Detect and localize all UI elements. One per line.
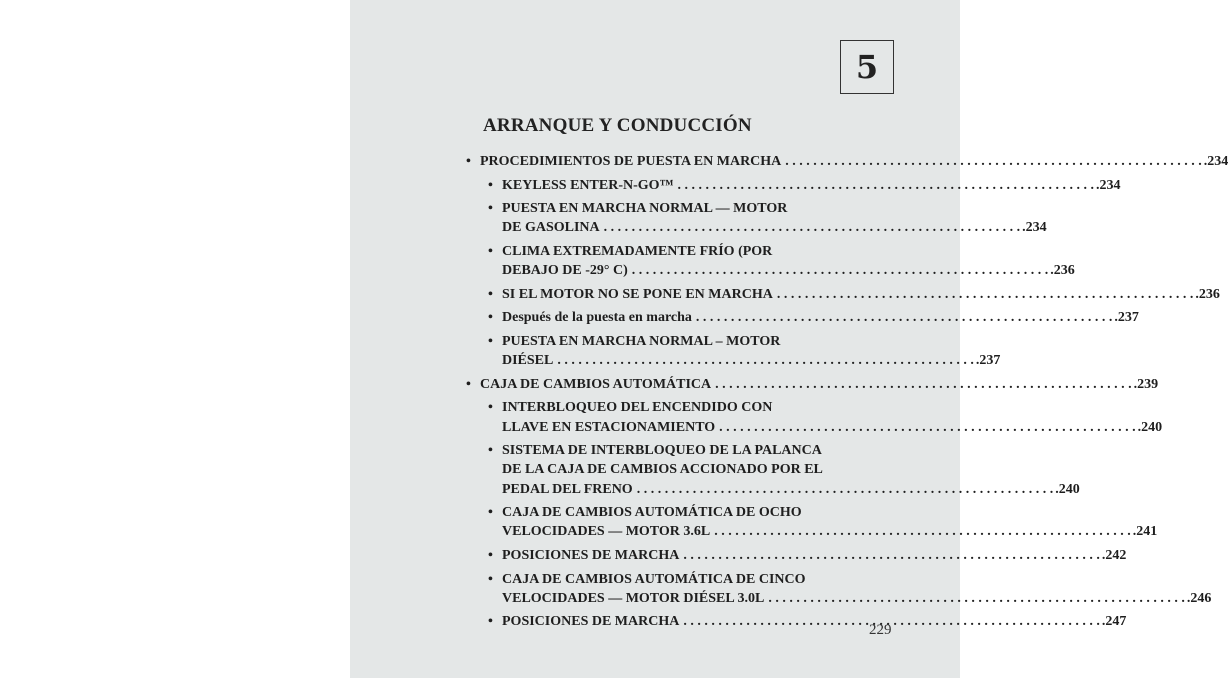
toc-entry-label: DE GASOLINA: [502, 220, 600, 236]
toc-entry-label: PUESTA EN MARCHA NORMAL — MOTOR: [502, 201, 788, 217]
bullet-icon: •: [488, 177, 493, 193]
toc-entry-label: PROCEDIMIENTOS DE PUESTA EN MARCHA: [480, 154, 782, 169]
bullet-icon: •: [488, 243, 493, 259]
dot-leader: [764, 589, 1185, 608]
toc-entry-page: .234: [1203, 154, 1228, 169]
toc-entry-page: .239: [1133, 376, 1159, 392]
toc-entry-label: PEDAL DEL FRENO: [502, 481, 633, 497]
toc-entry-page: .240: [1055, 481, 1080, 497]
bullet-icon: •: [466, 154, 471, 169]
toc-entry[interactable]: [466, 332, 1001, 370]
bullet-icon: •: [466, 376, 471, 392]
bullet-icon: •: [488, 505, 493, 521]
toc-entry[interactable]: [466, 199, 1047, 237]
toc-entry-page: .247: [1101, 614, 1127, 630]
bullet-icon: •: [488, 286, 493, 302]
toc-entry-label: POSICIONES DE MARCHA: [502, 547, 680, 563]
toc-entry-page: .236: [1050, 263, 1075, 279]
bullet-icon: •: [488, 443, 493, 459]
toc-entry[interactable]: [466, 152, 1228, 171]
manual-page: [350, 0, 1228, 678]
bullet-icon: •: [488, 400, 493, 416]
toc-entry-label: PUESTA EN MARCHA NORMAL – MOTOR: [502, 333, 781, 349]
toc-entry-page: .234: [1022, 220, 1047, 236]
page-number: 229: [869, 622, 892, 638]
section-title: ARRANQUE Y CONDUCCIÓN: [483, 115, 752, 136]
toc-entry-label: CAJA DE CAMBIOS AUTOMÁTICA DE CINCO: [502, 571, 806, 587]
toc-entry-label: DEBAJO DE -29° C): [502, 263, 628, 279]
toc-entry[interactable]: [466, 398, 1163, 436]
bullet-icon: •: [488, 547, 493, 563]
dot-leader: [781, 152, 1202, 171]
chapter-number: 5: [855, 48, 879, 86]
toc-entry-page: .241: [1132, 524, 1158, 540]
toc-entry[interactable]: [466, 285, 1220, 304]
toc-entry[interactable]: [466, 441, 1080, 499]
bullet-icon: •: [488, 201, 493, 217]
toc-entry-label: KEYLESS ENTER-N-GO™: [502, 177, 674, 193]
toc-entry-label: POSICIONES DE MARCHA: [502, 614, 680, 630]
toc-entry-label: CAJA DE CAMBIOS AUTOMÁTICA: [480, 376, 712, 392]
bullet-icon: •: [488, 614, 493, 630]
toc-entry-label: DE LA CAJA DE CAMBIOS ACCIONADO POR EL: [502, 462, 823, 478]
bullet-icon: •: [488, 333, 493, 349]
dot-leader: [710, 522, 1131, 541]
toc-entry-label: VELOCIDADES — MOTOR DIÉSEL 3.0L: [502, 590, 765, 606]
dot-leader: [600, 218, 1021, 237]
toc-entry-page: .234: [1096, 177, 1121, 193]
toc-entry[interactable]: [466, 308, 1139, 327]
toc-entry[interactable]: [466, 176, 1121, 195]
toc-entry[interactable]: [466, 375, 1159, 394]
toc-entry[interactable]: [466, 612, 1127, 631]
toc-entry-page: .237: [975, 353, 1001, 369]
toc-entry-page: .240: [1137, 419, 1163, 435]
toc-entry-label: LLAVE EN ESTACIONAMIENTO: [502, 419, 716, 435]
table-of-contents: [466, 152, 1228, 636]
bullet-icon: •: [488, 310, 493, 326]
dot-leader: [633, 480, 1054, 499]
toc-entry[interactable]: [466, 570, 1212, 608]
dot-leader: [692, 308, 1113, 327]
toc-entry-label: INTERBLOQUEO DEL ENCENDIDO CON: [502, 400, 773, 416]
toc-entry-label: CLIMA EXTREMADAMENTE FRÍO (POR: [502, 243, 773, 259]
dot-leader: [553, 351, 974, 370]
toc-entry-page: .242: [1101, 547, 1127, 563]
toc-entry-page: .237: [1114, 310, 1139, 326]
toc-entry-page: .246: [1186, 590, 1212, 606]
toc-entry-label: VELOCIDADES — MOTOR 3.6L: [502, 524, 711, 540]
dot-leader: [628, 261, 1049, 280]
dot-leader: [674, 176, 1095, 195]
toc-entry-label: DIÉSEL: [502, 353, 554, 369]
toc-entry[interactable]: [466, 503, 1158, 541]
toc-entry-label: Después de la puesta en marcha: [502, 310, 692, 326]
chapter-number-box: [840, 40, 894, 94]
toc-entry-page: .236: [1195, 286, 1220, 302]
toc-entry-label: SISTEMA DE INTERBLOQUEO DE LA PALANCA: [502, 443, 822, 459]
toc-entry[interactable]: [466, 242, 1075, 280]
dot-leader: [679, 546, 1100, 565]
dot-leader: [715, 418, 1136, 437]
toc-entry-label: CAJA DE CAMBIOS AUTOMÁTICA DE OCHO: [502, 505, 802, 521]
dot-leader: [711, 375, 1132, 394]
toc-entry-label: SI EL MOTOR NO SE PONE EN MARCHA: [502, 286, 773, 302]
dot-leader: [773, 285, 1194, 304]
toc-entry[interactable]: [466, 546, 1127, 565]
bullet-icon: •: [488, 571, 493, 587]
